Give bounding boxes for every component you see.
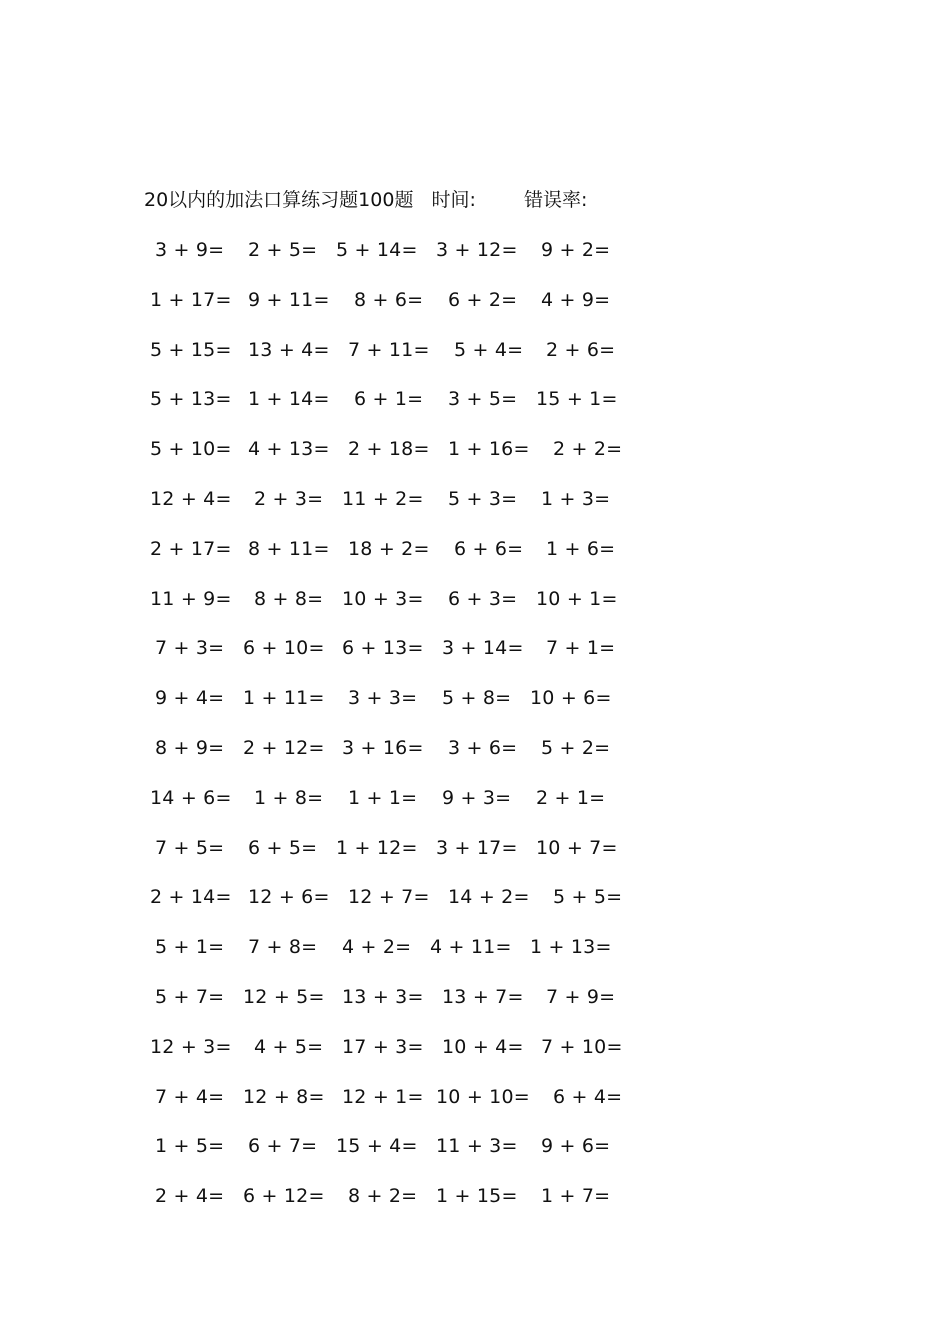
problem-item: 3 + 17=	[436, 836, 518, 859]
problem-item: 13 + 3=	[342, 986, 424, 1008]
problem-item: 2 + 2=	[553, 438, 623, 461]
problem-item: 7 + 3=	[155, 637, 225, 660]
problem-item: 1 + 11=	[243, 687, 325, 710]
problem-item: 11 + 2=	[342, 488, 424, 510]
problem-item: 8 + 2=	[348, 1185, 418, 1208]
problem-item: 7 + 8=	[248, 936, 318, 959]
problem-item: 5 + 4=	[454, 338, 524, 361]
problem-item: 2 + 12=	[243, 737, 325, 759]
problem-item: 8 + 11=	[248, 537, 330, 560]
problem-item: 12 + 8=	[243, 1085, 325, 1108]
problem-item: 3 + 16=	[342, 737, 424, 759]
problem-item: 4 + 9=	[541, 288, 611, 311]
problem-item: 5 + 10=	[150, 438, 232, 461]
problem-item: 17 + 3=	[342, 1035, 424, 1058]
problem-item: 12 + 4=	[150, 488, 232, 510]
problem-item: 10 + 1=	[536, 587, 618, 610]
problem-item: 2 + 1=	[536, 786, 606, 809]
problem-item: 2 + 14=	[150, 886, 232, 909]
problem-item: 8 + 9=	[155, 737, 225, 759]
problem-item: 5 + 1=	[155, 936, 225, 959]
problem-item: 1 + 12=	[336, 836, 418, 859]
problem-item: 8 + 6=	[354, 288, 424, 311]
problem-item: 3 + 5=	[448, 388, 518, 411]
problem-item: 11 + 9=	[150, 587, 232, 610]
problem-item: 9 + 6=	[541, 1135, 611, 1158]
problem-item: 3 + 12=	[436, 239, 518, 261]
problem-item: 10 + 7=	[536, 836, 618, 859]
error-rate-label: 错误率:	[523, 189, 588, 211]
problem-item: 6 + 5=	[248, 836, 318, 859]
problem-item: 5 + 14=	[336, 239, 418, 261]
problem-item: 1 + 14=	[248, 388, 330, 411]
problem-item: 4 + 2=	[342, 936, 412, 959]
problem-item: 12 + 1=	[342, 1085, 424, 1108]
problem-item: 1 + 1=	[348, 786, 418, 809]
problem-item: 10 + 6=	[530, 687, 612, 710]
problem-item: 7 + 5=	[155, 836, 225, 859]
problem-item: 8 + 8=	[254, 587, 324, 610]
problem-item: 4 + 13=	[248, 438, 330, 461]
problem-item: 6 + 3=	[448, 587, 518, 610]
problem-item: 6 + 1=	[354, 388, 424, 411]
problem-item: 3 + 14=	[442, 637, 524, 660]
problem-item: 2 + 5=	[248, 239, 318, 261]
problem-item: 13 + 4=	[248, 338, 330, 361]
problem-item: 5 + 7=	[155, 986, 225, 1008]
problem-item: 12 + 3=	[150, 1035, 232, 1058]
problem-item: 3 + 9=	[155, 239, 225, 261]
problem-item: 7 + 9=	[546, 986, 616, 1008]
problem-item: 2 + 17=	[150, 537, 232, 560]
problem-item: 1 + 17=	[150, 288, 232, 311]
problem-item: 2 + 18=	[348, 438, 430, 461]
problem-item: 1 + 6=	[546, 537, 616, 560]
problem-item: 3 + 3=	[348, 687, 418, 710]
problem-item: 1 + 16=	[448, 438, 530, 461]
problem-item: 1 + 8=	[254, 786, 324, 809]
problem-item: 5 + 5=	[553, 886, 623, 909]
problem-item: 10 + 10=	[436, 1085, 530, 1108]
problem-item: 14 + 2=	[448, 886, 530, 909]
problem-item: 11 + 3=	[436, 1135, 518, 1158]
problem-item: 7 + 10=	[541, 1035, 623, 1058]
problem-item: 12 + 5=	[243, 986, 325, 1008]
problem-item: 3 + 6=	[448, 737, 518, 759]
problem-item: 1 + 13=	[530, 936, 612, 959]
problem-item: 5 + 3=	[448, 488, 518, 510]
problem-item: 15 + 4=	[336, 1135, 418, 1158]
problem-item: 7 + 4=	[155, 1085, 225, 1108]
problem-item: 5 + 13=	[150, 388, 232, 411]
problem-item: 9 + 4=	[155, 687, 225, 710]
problem-item: 18 + 2=	[348, 537, 430, 560]
problem-item: 9 + 3=	[442, 786, 512, 809]
problem-item: 4 + 11=	[430, 936, 512, 959]
problem-item: 6 + 12=	[243, 1185, 325, 1208]
problem-item: 6 + 10=	[243, 637, 325, 660]
problem-item: 2 + 3=	[254, 488, 324, 510]
problem-item: 14 + 6=	[150, 786, 232, 809]
problem-item: 6 + 4=	[553, 1085, 623, 1108]
problem-item: 12 + 7=	[348, 886, 430, 909]
problem-item: 2 + 6=	[546, 338, 616, 361]
problem-item: 6 + 7=	[248, 1135, 318, 1158]
problem-item: 9 + 11=	[248, 288, 330, 311]
problem-item: 15 + 1=	[536, 388, 618, 411]
problem-item: 10 + 4=	[442, 1035, 524, 1058]
problem-item: 1 + 7=	[541, 1185, 611, 1208]
problem-item: 12 + 6=	[248, 886, 330, 909]
problem-item: 6 + 6=	[454, 537, 524, 560]
problem-item: 1 + 3=	[541, 488, 611, 510]
problem-item: 5 + 2=	[541, 737, 611, 759]
problem-item: 13 + 7=	[442, 986, 524, 1008]
problem-item: 7 + 11=	[348, 338, 430, 361]
problem-item: 4 + 5=	[254, 1035, 324, 1058]
problem-item: 6 + 2=	[448, 288, 518, 311]
problem-item: 5 + 15=	[150, 338, 232, 361]
worksheet-title: 20以内的加法口算练习题100题	[144, 189, 414, 211]
problem-item: 5 + 8=	[442, 687, 512, 710]
problem-item: 1 + 5=	[155, 1135, 225, 1158]
problem-item: 2 + 4=	[155, 1185, 225, 1208]
problem-item: 7 + 1=	[546, 637, 616, 660]
time-label: 时间:	[431, 189, 476, 211]
problem-item: 1 + 15=	[436, 1185, 518, 1208]
problem-item: 10 + 3=	[342, 587, 424, 610]
problem-item: 6 + 13=	[342, 637, 424, 660]
problem-item: 9 + 2=	[541, 239, 611, 261]
